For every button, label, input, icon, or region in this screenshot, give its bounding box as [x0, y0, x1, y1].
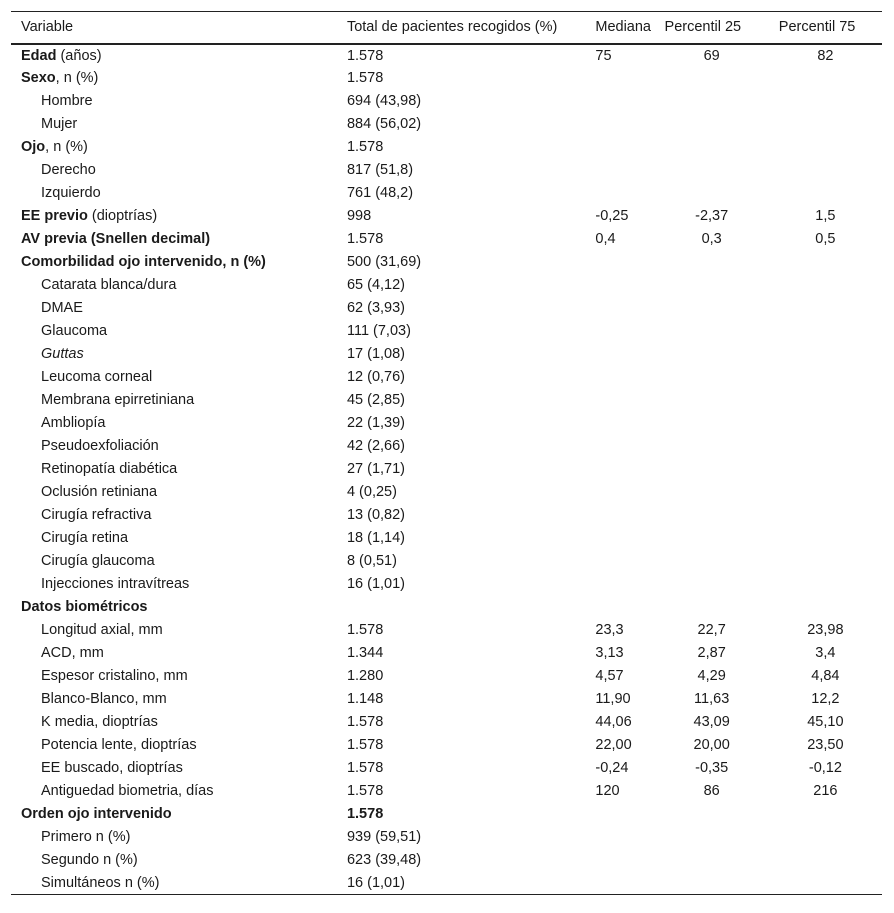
- variable-label-suffix: , n (%): [45, 139, 88, 155]
- p25-cell: [655, 826, 769, 849]
- table-row: [11, 458, 882, 481]
- p75-cell: 0,5: [815, 231, 836, 247]
- variable-cell: [11, 642, 337, 665]
- variable-cell: [11, 412, 337, 435]
- p25-cell: [655, 849, 769, 872]
- variable-label-suffix: (dioptrías): [87, 208, 158, 224]
- table-row: [11, 435, 882, 458]
- table-row: [11, 228, 882, 251]
- median-cell: [585, 504, 654, 527]
- p25-cell: [655, 320, 769, 343]
- table-row: [11, 274, 882, 297]
- p75-cell: 82: [817, 47, 834, 64]
- variable-cell: [11, 136, 337, 159]
- p25-cell: 22,7: [697, 622, 726, 638]
- p25-cell: [655, 550, 769, 573]
- variable-cell: [11, 251, 337, 274]
- median-cell: [585, 458, 654, 481]
- median-cell: 11,90: [595, 691, 631, 707]
- p75-cell: 12,2: [811, 691, 840, 707]
- p75-cell: [769, 435, 882, 458]
- table-row: [11, 596, 882, 619]
- table-row: [11, 642, 882, 665]
- p25-cell: 11,63: [694, 691, 730, 707]
- table-row: [11, 780, 882, 803]
- table-row: [11, 251, 882, 274]
- variable-label-suffix: (años): [56, 47, 102, 64]
- median-cell: [585, 274, 654, 297]
- total-cell: 1.578: [346, 714, 384, 730]
- variable-label: Mujer: [41, 116, 78, 132]
- total-cell: 8 (0,51): [346, 553, 397, 569]
- p75-cell: [769, 412, 882, 435]
- variable-label: Catarata blanca/dura: [41, 277, 177, 293]
- p25-cell: [655, 251, 769, 274]
- table-row: [11, 849, 882, 872]
- p25-cell: [655, 297, 769, 320]
- variable-label: Pseudoexfoliación: [41, 438, 159, 454]
- table-row: [11, 527, 882, 550]
- median-cell: [585, 136, 654, 159]
- p25-cell: [655, 113, 769, 136]
- p25-cell: 69: [703, 47, 720, 64]
- median-cell: [585, 366, 654, 389]
- table-row: [11, 688, 882, 711]
- p75-cell: [769, 343, 882, 366]
- total-cell: [337, 596, 585, 619]
- p75-cell: [769, 113, 882, 136]
- median-cell: [585, 872, 654, 895]
- variable-label: Membrana epirretiniana: [41, 392, 195, 408]
- p75-cell: 45,10: [807, 714, 844, 730]
- p75-cell: [769, 849, 882, 872]
- median-cell: [585, 67, 654, 90]
- p75-cell: [769, 67, 882, 90]
- median-cell: 120: [595, 783, 620, 799]
- total-cell: 1.578: [346, 139, 384, 155]
- table-row: [11, 757, 882, 780]
- table-row: [11, 205, 882, 228]
- variable-label-bold: Ojo: [21, 139, 46, 155]
- median-cell: [585, 90, 654, 113]
- total-cell: 1.280: [346, 668, 384, 684]
- total-cell: 998: [346, 208, 372, 224]
- median-cell: [585, 527, 654, 550]
- variable-label: Segundo n (%): [41, 852, 138, 868]
- total-cell: 500 (31,69): [346, 254, 422, 270]
- p75-cell: [769, 251, 882, 274]
- variable-label: Hombre: [41, 93, 93, 109]
- total-cell: 62 (3,93): [346, 300, 406, 316]
- median-cell: [585, 435, 654, 458]
- variable-label: Cirugía glaucoma: [41, 553, 155, 569]
- median-cell: [585, 550, 654, 573]
- p25-cell: [655, 435, 769, 458]
- table-row: [11, 412, 882, 435]
- p25-cell: 43,09: [693, 714, 730, 730]
- p75-cell: [769, 550, 882, 573]
- variable-label: Espesor cristalino, mm: [41, 668, 188, 684]
- median-cell: [585, 251, 654, 274]
- total-cell: 1.578: [346, 737, 384, 753]
- variable-cell: [11, 688, 337, 711]
- variable-label: Ambliopía: [41, 415, 106, 431]
- table-header: [11, 12, 882, 44]
- table-row: [11, 320, 882, 343]
- variable-label: Injecciones intravítreas: [41, 576, 190, 592]
- p25-cell: 2,87: [697, 645, 726, 661]
- median-cell: [585, 343, 654, 366]
- table-row: [11, 504, 882, 527]
- variable-label: Simultáneos n (%): [41, 874, 160, 891]
- p75-cell: [769, 136, 882, 159]
- table-row: [11, 872, 882, 895]
- variable-cell: [11, 44, 337, 67]
- variable-cell: [11, 504, 337, 527]
- total-cell: 1.578: [346, 70, 384, 86]
- p75-cell: 23,98: [807, 622, 844, 638]
- variable-label-suffix: , n (%): [55, 70, 99, 86]
- median-cell: 44,06: [595, 714, 632, 730]
- variable-label-bold: Datos biométricos: [21, 599, 148, 615]
- variable-cell: [11, 320, 337, 343]
- total-cell: 1.578: [346, 231, 384, 247]
- table-row: [11, 619, 882, 642]
- table-row: [11, 44, 882, 67]
- p25-cell: 0,3: [701, 231, 722, 247]
- variable-label-bold: Orden ojo intervenido: [21, 806, 172, 822]
- p25-cell: [655, 389, 769, 412]
- header-p25: Percentil 25: [655, 12, 769, 44]
- table-row: [11, 343, 882, 366]
- p25-cell: [655, 458, 769, 481]
- median-cell: [585, 481, 654, 504]
- p75-cell: [769, 573, 882, 596]
- variable-label: Leucoma corneal: [41, 369, 153, 385]
- table-row: [11, 665, 882, 688]
- variable-label: Primero n (%): [41, 829, 131, 845]
- total-cell: 4 (0,25): [346, 484, 397, 500]
- variable-cell: [11, 274, 337, 297]
- p75-cell: [769, 159, 882, 182]
- variable-cell: [11, 619, 337, 642]
- median-cell: [585, 159, 654, 182]
- p25-cell: [655, 412, 769, 435]
- variable-cell: [11, 665, 337, 688]
- table-row: [11, 90, 882, 113]
- total-cell: 16 (1,01): [337, 872, 585, 895]
- table-row: [11, 366, 882, 389]
- total-cell: 18 (1,14): [346, 530, 406, 546]
- variable-cell: [11, 734, 337, 757]
- variable-label-bold: Sexo: [21, 70, 56, 86]
- p75-cell: 1,5: [815, 208, 836, 224]
- p25-cell: [655, 573, 769, 596]
- p75-cell: [769, 481, 882, 504]
- total-cell: 761 (48,2): [346, 185, 414, 201]
- p25-cell: [655, 504, 769, 527]
- median-cell: [585, 596, 654, 619]
- variable-cell: [11, 550, 337, 573]
- median-cell: [585, 412, 654, 435]
- p75-cell: [769, 90, 882, 113]
- p25-cell: [655, 182, 769, 205]
- variable-cell: [11, 711, 337, 734]
- median-cell: 23,3: [595, 622, 624, 638]
- table-row: [11, 67, 882, 90]
- total-cell: 884 (56,02): [346, 116, 422, 132]
- patient-data-table: [11, 11, 882, 895]
- table-row: [11, 711, 882, 734]
- variable-label: DMAE: [41, 300, 83, 316]
- total-cell: 22 (1,39): [346, 415, 406, 431]
- p75-cell: 23,50: [807, 737, 844, 753]
- variable-cell: [11, 849, 337, 872]
- total-cell: 939 (59,51): [346, 829, 422, 845]
- variable-cell: [11, 366, 337, 389]
- median-cell: 75: [595, 47, 612, 64]
- variable-cell: [11, 205, 337, 228]
- p75-cell: [769, 458, 882, 481]
- table-row: [11, 297, 882, 320]
- table-row: [11, 734, 882, 757]
- total-cell: 27 (1,71): [346, 461, 406, 477]
- variable-label: Longitud axial, mm: [41, 622, 163, 638]
- variable-cell: [11, 389, 337, 412]
- total-cell: 1.578: [346, 622, 384, 638]
- p25-cell: -0,35: [695, 760, 729, 776]
- median-cell: [585, 803, 654, 826]
- variable-cell: [11, 67, 337, 90]
- p25-cell: [655, 274, 769, 297]
- median-cell: [585, 573, 654, 596]
- p25-cell: 20,00: [693, 737, 730, 753]
- table-row: [11, 389, 882, 412]
- p75-cell: 216: [813, 783, 838, 799]
- total-cell: 45 (2,85): [346, 392, 406, 408]
- total-cell: 42 (2,66): [346, 438, 406, 454]
- median-cell: -0,25: [595, 208, 629, 224]
- median-cell: [585, 320, 654, 343]
- p75-cell: [769, 320, 882, 343]
- variable-cell: [11, 343, 337, 366]
- header-p75: Percentil 75: [769, 12, 882, 44]
- median-cell: 3,13: [595, 645, 624, 661]
- table-row: [11, 136, 882, 159]
- median-cell: [585, 297, 654, 320]
- p75-cell: [769, 826, 882, 849]
- p25-cell: [655, 872, 769, 895]
- variable-cell: [11, 113, 337, 136]
- variable-label: Blanco-Blanco, mm: [41, 691, 167, 707]
- variable-label: Cirugía retina: [41, 530, 129, 546]
- variable-cell: [11, 573, 337, 596]
- variable-label: ACD, mm: [41, 645, 104, 661]
- variable-label: Antiguedad biometria, días: [41, 783, 214, 799]
- total-cell: 1.578: [346, 760, 384, 776]
- p75-cell: [769, 527, 882, 550]
- p25-cell: -2,37: [695, 208, 729, 224]
- variable-cell: [11, 872, 337, 895]
- patient-data-table-container: [11, 11, 882, 895]
- p75-cell: [769, 182, 882, 205]
- table-row: [11, 182, 882, 205]
- header-median: Mediana: [585, 12, 654, 44]
- total-cell: 1.344: [346, 645, 384, 661]
- header-row: [11, 12, 882, 44]
- total-cell: 12 (0,76): [346, 369, 406, 385]
- p25-cell: [655, 803, 769, 826]
- variable-cell: [11, 826, 337, 849]
- p75-cell: 3,4: [815, 645, 836, 661]
- variable-cell: [11, 435, 337, 458]
- p25-cell: [655, 136, 769, 159]
- p25-cell: [655, 67, 769, 90]
- total-value-bold: 1.578: [346, 806, 384, 822]
- variable-cell: [11, 803, 337, 826]
- p25-cell: 4,29: [697, 668, 726, 684]
- p25-cell: [655, 159, 769, 182]
- p25-cell: [655, 366, 769, 389]
- variable-cell: [11, 780, 337, 803]
- total-cell: 65 (4,12): [346, 277, 406, 293]
- total-cell: 817 (51,8): [346, 162, 414, 178]
- table-row: [11, 826, 882, 849]
- total-cell: [337, 803, 585, 826]
- variable-cell: [11, 596, 337, 619]
- median-cell: 4,57: [595, 668, 624, 684]
- median-cell: 0,4: [595, 231, 616, 247]
- variable-cell: [11, 228, 337, 251]
- variable-cell: [11, 527, 337, 550]
- total-cell: 16 (1,01): [346, 576, 406, 592]
- total-cell: 1.148: [346, 691, 384, 707]
- median-cell: [585, 849, 654, 872]
- variable-label-bold: EE previo: [21, 208, 88, 224]
- variable-label: Oclusión retiniana: [41, 484, 158, 500]
- p25-cell: [655, 90, 769, 113]
- median-cell: -0,24: [595, 760, 629, 776]
- total-cell: 1.578: [346, 47, 384, 64]
- p75-cell: [769, 596, 882, 619]
- table-row: [11, 573, 882, 596]
- p75-cell: [769, 504, 882, 527]
- variable-label: Derecho: [41, 162, 96, 178]
- variable-label-bold: Comorbilidad ojo intervenido, n (%): [21, 254, 266, 270]
- p25-cell: [655, 481, 769, 504]
- p75-cell: [769, 274, 882, 297]
- total-cell: 1.578: [346, 783, 384, 799]
- variable-label-bold: Edad: [21, 47, 57, 64]
- total-cell: 694 (43,98): [346, 93, 422, 109]
- total-cell: 17 (1,08): [346, 346, 406, 362]
- p25-cell: [655, 343, 769, 366]
- variable-label: Potencia lente, dioptrías: [41, 737, 197, 753]
- variable-cell: [11, 481, 337, 504]
- total-cell: 111 (7,03): [346, 323, 411, 339]
- p75-cell: [769, 297, 882, 320]
- table-row: [11, 481, 882, 504]
- variable-cell: [11, 757, 337, 780]
- median-cell: [585, 113, 654, 136]
- p75-cell: 4,84: [811, 668, 840, 684]
- variable-label: Glaucoma: [41, 323, 108, 339]
- median-cell: [585, 389, 654, 412]
- table-row: [11, 550, 882, 573]
- total-cell: 13 (0,82): [346, 507, 406, 523]
- variable-cell: [11, 458, 337, 481]
- variable-label: Cirugía refractiva: [41, 507, 152, 523]
- header-total: Total de pacientes recogidos (%): [337, 12, 585, 44]
- table-row: [11, 113, 882, 136]
- variable-label: Izquierdo: [41, 185, 101, 201]
- table-row: [11, 803, 882, 826]
- variable-cell: [11, 159, 337, 182]
- variable-cell: [11, 297, 337, 320]
- p75-cell: [769, 366, 882, 389]
- table-row: [11, 159, 882, 182]
- variable-label: EE buscado, dioptrías: [41, 760, 183, 776]
- p75-cell: -0,12: [808, 760, 842, 776]
- p75-cell: [769, 803, 882, 826]
- variable-cell: [11, 90, 337, 113]
- table-body: [11, 44, 882, 895]
- median-cell: [585, 826, 654, 849]
- p75-cell: [769, 872, 882, 895]
- variable-label: K media, dioptrías: [41, 714, 158, 730]
- variable-cell: [11, 182, 337, 205]
- variable-label: Retinopatía diabética: [41, 461, 178, 477]
- total-cell: 623 (39,48): [346, 852, 422, 868]
- variable-label-italic: Guttas: [41, 346, 84, 362]
- header-variable: Variable: [11, 12, 337, 44]
- p25-cell: [655, 527, 769, 550]
- median-cell: [585, 182, 654, 205]
- p25-cell: 86: [703, 783, 720, 799]
- variable-label-bold: AV previa (Snellen decimal): [21, 231, 211, 247]
- p25-cell: [655, 596, 769, 619]
- p75-cell: [769, 389, 882, 412]
- median-cell: 22,00: [595, 737, 632, 753]
